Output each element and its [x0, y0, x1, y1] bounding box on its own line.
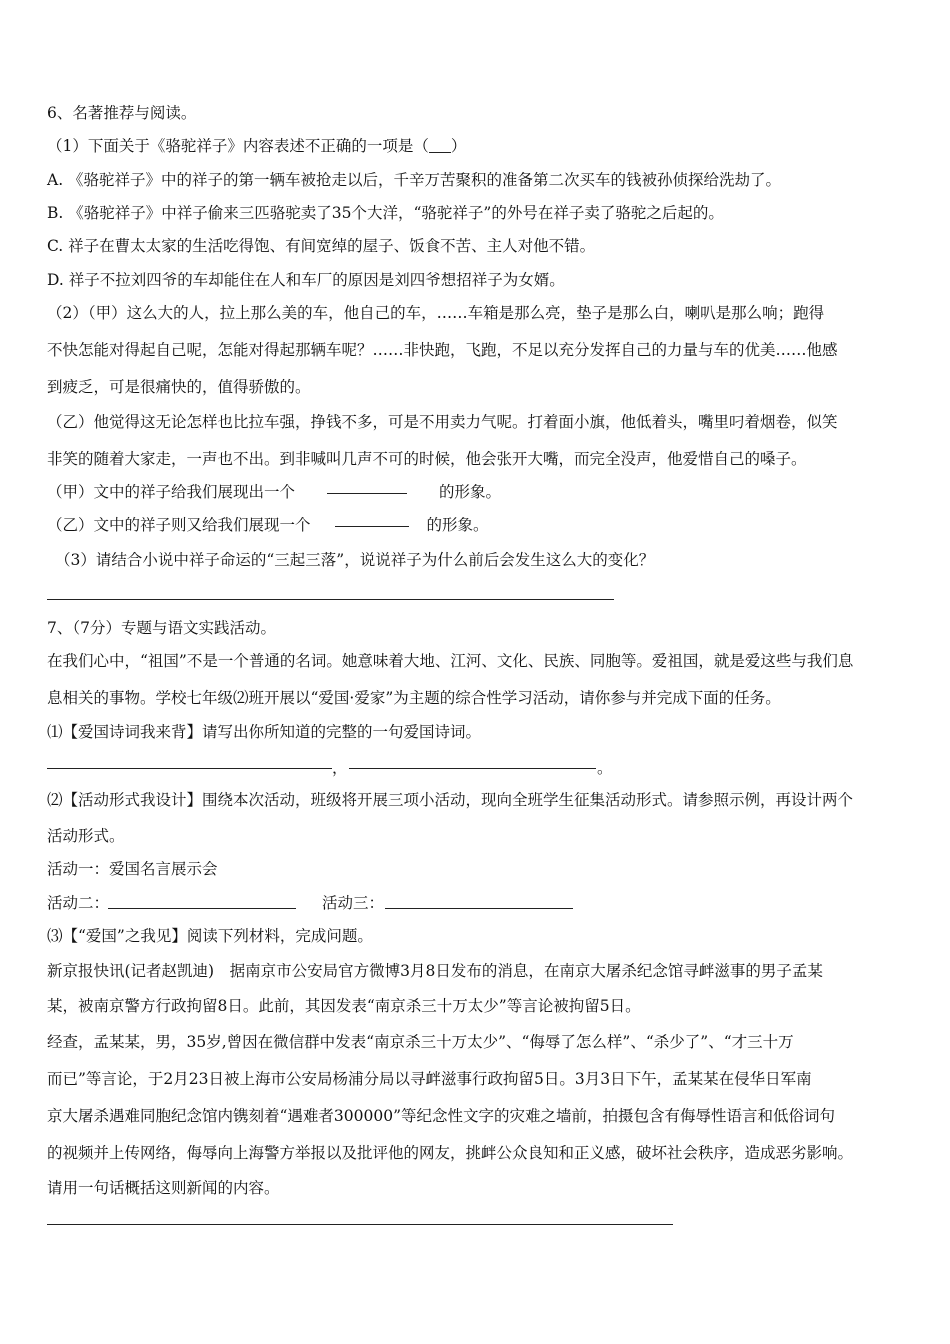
q7-activity3-answer-line[interactable] [385, 908, 573, 909]
q6-sub3: （3）请结合小说中祥子命运的“三起三落”，说说祥子为什么前后会发生这么大的变化？ [55, 551, 655, 569]
q7-activity3-label: 活动三： [322, 894, 385, 912]
q6-title: 6、名著推荐与阅读。 [47, 104, 197, 122]
q7-intro-line: 息相关的事物。学校七年级⑵班开展以“爱国·爱家”为主题的综合性学习活动，请你参与并完成下面的任务。 [47, 689, 781, 707]
q7-task1-period: 。 [597, 759, 613, 777]
q6-fill-yi-blank[interactable] [335, 526, 409, 527]
q6-passage-jia-line: （2）（甲）这么大的人，拉上那么美的车，他自己的车，……车箱是那么亮，垫子是那么白，喇叭是那么响；跑得 [47, 304, 825, 322]
q6-option-b: B. 《骆驼祥子》中祥子偷来三匹骆驼卖了35个大洋，“骆驼祥子”的外号在祥子卖了骆驼之后起的。 [47, 204, 724, 222]
q7-task1-answer-line-2[interactable] [349, 768, 596, 769]
q7-task3: ⑶【“爱国”之我见】阅读下列材料，完成问题。 [47, 927, 373, 945]
q7-news-line: 的视频并上传网络，侮辱向上海警方举报以及批评他的网友，挑衅公众良知和正义感，破坏社会秩序，造成恶劣影响。 [47, 1144, 854, 1162]
q6-sub1-answer-blank[interactable] [429, 138, 451, 153]
q7-task1-answer-line-1[interactable] [47, 768, 332, 769]
q6-fill-yi [47, 515, 489, 535]
q6-passage-jia-line: 到疲乏，可是很痛快的，值得骄傲的。 [47, 378, 311, 396]
q7-question-answer-line[interactable] [47, 1224, 673, 1225]
q7-task2-line: ⑵【活动形式我设计】围绕本次活动，班级将开展三项小活动，现向全班学生征集活动形式。请参照示例，再设计两个 [47, 791, 854, 809]
q6-sub1-prompt-post: ） [450, 137, 467, 155]
q7-task1-comma: ， [332, 759, 348, 777]
q6-fill-jia-pre: （甲）文中的祥子给我们展现出一个 [47, 483, 296, 501]
q6-sub1-prompt-pre: （1）下面关于《骆驼祥子》内容表述不正确的一项是（ [47, 137, 429, 155]
q6-option-a: A. 《骆驼祥子》中的祥子的第一辆车被抢走以后，千辛万苦聚积的准备第二次买车的钱被孙侦探给洗劫了。 [47, 171, 782, 189]
q6-fill-jia-post: 的形象。 [439, 483, 502, 501]
q6-option-c: C. 祥子在曹太太家的生活吃得饱、有间宽绰的屋子、饭食不苦、主人对他不错。 [47, 237, 596, 255]
q7-activity2-label: 活动二： [47, 894, 110, 912]
q7-title: 7、（7分）专题与语文实践活动。 [47, 619, 276, 637]
q7-task1: ⑴【爱国诗词我来背】请写出你所知道的完整的一句爱国诗词。 [47, 723, 482, 741]
q7-news-line: 而已”等言论，于2月23日被上海市公安局杨浦分局以寻衅滋事行政拘留5日。3月3日下午，孟某某在侵华日军南 [47, 1070, 812, 1088]
q7-news-line: 新京报快讯(记者赵凯迪) 据南京市公安局官方微博3月8日发布的消息，在南京大屠杀纪念馆寻衅滋事的男子孟某 [47, 962, 823, 980]
q7-intro-line: 在我们心中，“祖国”不是一个普通的名词。她意味着大地、江河、文化、民族、同胞等。爱祖国，就是爱这些与我们息 [47, 652, 854, 670]
q7-question: 请用一句话概括这则新闻的内容。 [47, 1179, 280, 1197]
q6-fill-jia-blank[interactable] [327, 493, 407, 494]
q6-fill-yi-post: 的形象。 [426, 516, 489, 534]
q7-news-line: 经查，孟某某，男，35岁,曾因在微信群中发表“南京杀三十万太少”、“侮辱了怎么样”、“杀少了”、“才三十万 [47, 1033, 794, 1051]
q6-passage-yi-line: 非笑的随着大家走，一声也不出。到非喊叫几声不可的时候，他会张开大嘴，而完全没声，他爱惜自己的嗓子。 [47, 450, 807, 468]
q7-task2-line: 活动形式。 [47, 827, 125, 845]
q7-activity1: 活动一：爱国名言展示会 [47, 860, 218, 878]
q6-sub3-answer-line[interactable] [47, 599, 614, 600]
q6-option-d: D. 祥子不拉刘四爷的车却能住在人和车厂的原因是刘四爷想招祥子为女婿。 [47, 271, 565, 289]
q7-news-line: 京大屠杀遇难同胞纪念馆内镌刻着“遇难者300000”等纪念性文字的灾难之墙前，拍摄包含有侮辱性语言和低俗词句 [47, 1107, 836, 1125]
q6-sub1-prompt [47, 136, 466, 156]
q6-passage-yi-line: （乙）他觉得这无论怎样也比拉车强，挣钱不多，可是不用卖力气呢。打着面小旗，他低着头，嘴里叼着烟卷，似笑 [47, 413, 838, 431]
q6-fill-yi-pre: （乙）文中的祥子则又给我们展现一个 [47, 516, 311, 534]
q7-activity2-answer-line[interactable] [108, 908, 296, 909]
q6-fill-jia [47, 482, 501, 502]
q7-news-line: 某，被南京警方行政拘留8日。此前，其因发表“南京杀三十万太少”等言论被拘留5日。 [47, 997, 641, 1015]
q6-passage-jia-line: 不快怎能对得起自己呢，怎能对得起那辆车呢？……非快跑，飞跑，不足以充分发挥自己的力量与车的优美……他感 [47, 341, 838, 359]
